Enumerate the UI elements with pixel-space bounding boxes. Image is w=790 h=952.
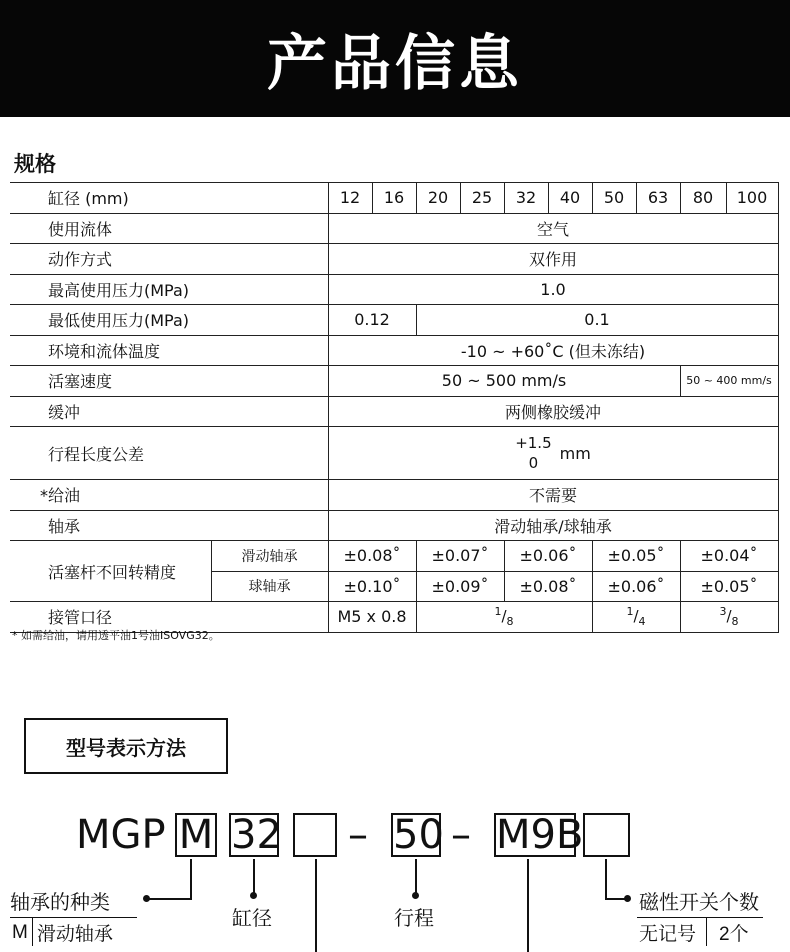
table-row <box>10 480 778 511</box>
tolerance-unit: mm <box>559 443 591 463</box>
connector-dot <box>250 892 257 899</box>
spec-section-title: 规格 <box>14 152 56 176</box>
bore-cell: 32 <box>504 183 548 214</box>
ball-accuracy: ±0.09˚ <box>416 571 504 602</box>
table-row <box>637 918 763 947</box>
row-label-lubrication: *给油 <box>10 480 328 511</box>
tolerance-upper: +1.5 <box>515 434 552 452</box>
model-code-diagram <box>0 800 790 952</box>
row-label-port: 接管口径 <box>10 602 328 633</box>
bore-label: 缸径 <box>232 906 272 930</box>
connector-dot <box>624 895 631 902</box>
port-size: $^3/_8$ <box>680 602 778 633</box>
ball-accuracy: ±0.05˚ <box>680 571 778 602</box>
connector-dot <box>412 892 419 899</box>
action-value: 双作用 <box>328 244 778 275</box>
port-size: $^1/_4$ <box>592 602 680 633</box>
switch-count-code-box <box>583 813 630 857</box>
max-pressure-value: 1.0 <box>328 274 778 305</box>
switch-count-table <box>637 917 763 946</box>
bore-cell: 12 <box>328 183 372 214</box>
slide-accuracy: ±0.04˚ <box>680 541 778 572</box>
table-row <box>10 244 778 275</box>
empty-code-box <box>293 813 337 857</box>
banner-title: 产品信息 <box>267 28 523 99</box>
bearing-type-table <box>10 917 137 946</box>
row-label-bearing: 轴承 <box>10 510 328 541</box>
row-label-max-pressure: 最高使用压力(MPa) <box>10 274 328 305</box>
slide-accuracy: ±0.05˚ <box>592 541 680 572</box>
model-section-title: 型号表示方法 <box>24 718 228 774</box>
count-row-code: 无记号 <box>637 918 707 947</box>
row-label-action: 动作方式 <box>10 244 328 275</box>
row-label-stroke-tolerance: 行程长度公差 <box>10 427 328 480</box>
ball-accuracy: ±0.06˚ <box>592 571 680 602</box>
bearing-row-name: 滑动轴承 <box>32 918 137 947</box>
min-pressure-large: 0.1 <box>416 305 778 336</box>
table-row <box>10 510 778 541</box>
port-size: M5 x 0.8 <box>328 602 416 633</box>
bore-cell: 50 <box>592 183 636 214</box>
row-label-bore: 缸径 (mm) <box>10 183 328 214</box>
bore-cell: 40 <box>548 183 592 214</box>
row-label-min-pressure: 最低使用压力(MPa) <box>10 305 328 336</box>
table-row <box>10 366 778 397</box>
bore-cell: 100 <box>726 183 778 214</box>
count-row-value: 2个 <box>707 918 763 947</box>
speed-value: 50 ~ 500 mm/s <box>328 366 680 397</box>
connector-line <box>253 859 255 895</box>
dash: – <box>451 812 471 858</box>
connector-line <box>190 859 192 899</box>
dash: – <box>348 812 368 858</box>
row-label-fluid: 使用流体 <box>10 213 328 244</box>
model-prefix: MGP <box>76 812 166 858</box>
table-row <box>10 541 778 572</box>
table-row <box>10 305 778 336</box>
table-row <box>10 918 137 947</box>
connector-line <box>148 898 192 900</box>
ball-accuracy: ±0.10˚ <box>328 571 416 602</box>
switch-count-label: 磁性开关个数 <box>639 890 759 914</box>
bearing-type-label: 轴承的种类 <box>10 890 110 914</box>
cushion-value: 两侧橡胶缓冲 <box>328 396 778 427</box>
switch-code-box: M9B <box>496 812 584 858</box>
slide-bearing-label: 滑动轴承 <box>211 541 328 572</box>
connector-line <box>315 859 317 952</box>
row-label-temperature: 环境和流体温度 <box>10 335 328 366</box>
lubrication-value: 不需要 <box>328 480 778 511</box>
tolerance-lower: 0 <box>528 454 539 472</box>
slide-accuracy: ±0.06˚ <box>504 541 592 572</box>
stroke-label: 行程 <box>394 906 434 930</box>
fluid-value: 空气 <box>328 213 778 244</box>
speed-value-large: 50 ~ 400 mm/s <box>680 366 778 397</box>
ball-bearing-label: 球轴承 <box>211 571 328 602</box>
bore-cell: 20 <box>416 183 460 214</box>
row-label-speed: 活塞速度 <box>10 366 328 397</box>
connector-line <box>527 859 529 952</box>
header-banner <box>0 0 790 117</box>
bearing-value: 滑动轴承/球轴承 <box>328 510 778 541</box>
ball-accuracy: ±0.08˚ <box>504 571 592 602</box>
table-row <box>10 213 778 244</box>
bearing-code-box: M <box>175 813 217 857</box>
connector-line <box>415 859 417 895</box>
port-size: $^1/_8$ <box>416 602 592 633</box>
bore-cell: 16 <box>372 183 416 214</box>
connector-line <box>605 859 607 899</box>
bore-cell: 25 <box>460 183 504 214</box>
row-label-rotation: 活塞杆不回转精度 <box>10 541 211 602</box>
spec-table <box>10 182 779 633</box>
table-row <box>10 183 778 214</box>
table-row <box>10 335 778 366</box>
bore-cell: 63 <box>636 183 680 214</box>
slide-accuracy: ±0.08˚ <box>328 541 416 572</box>
bore-cell: 80 <box>680 183 726 214</box>
row-label-cushion: 缓冲 <box>10 396 328 427</box>
slide-accuracy: ±0.07˚ <box>416 541 504 572</box>
table-row <box>10 396 778 427</box>
bore-code-box: 32 <box>231 812 282 858</box>
connector-dot <box>143 895 150 902</box>
bearing-row-code: M <box>10 918 32 947</box>
table-row <box>10 274 778 305</box>
stroke-tolerance-value <box>328 427 778 480</box>
min-pressure-small: 0.12 <box>328 305 416 336</box>
stroke-code-box: 50 <box>393 812 444 858</box>
table-row <box>10 427 778 480</box>
footnote: * 如需给油，请用透平油1号油ISOVG32。 <box>12 629 220 642</box>
temperature-value: -10 ~ +60˚C (但未冻结) <box>328 335 778 366</box>
